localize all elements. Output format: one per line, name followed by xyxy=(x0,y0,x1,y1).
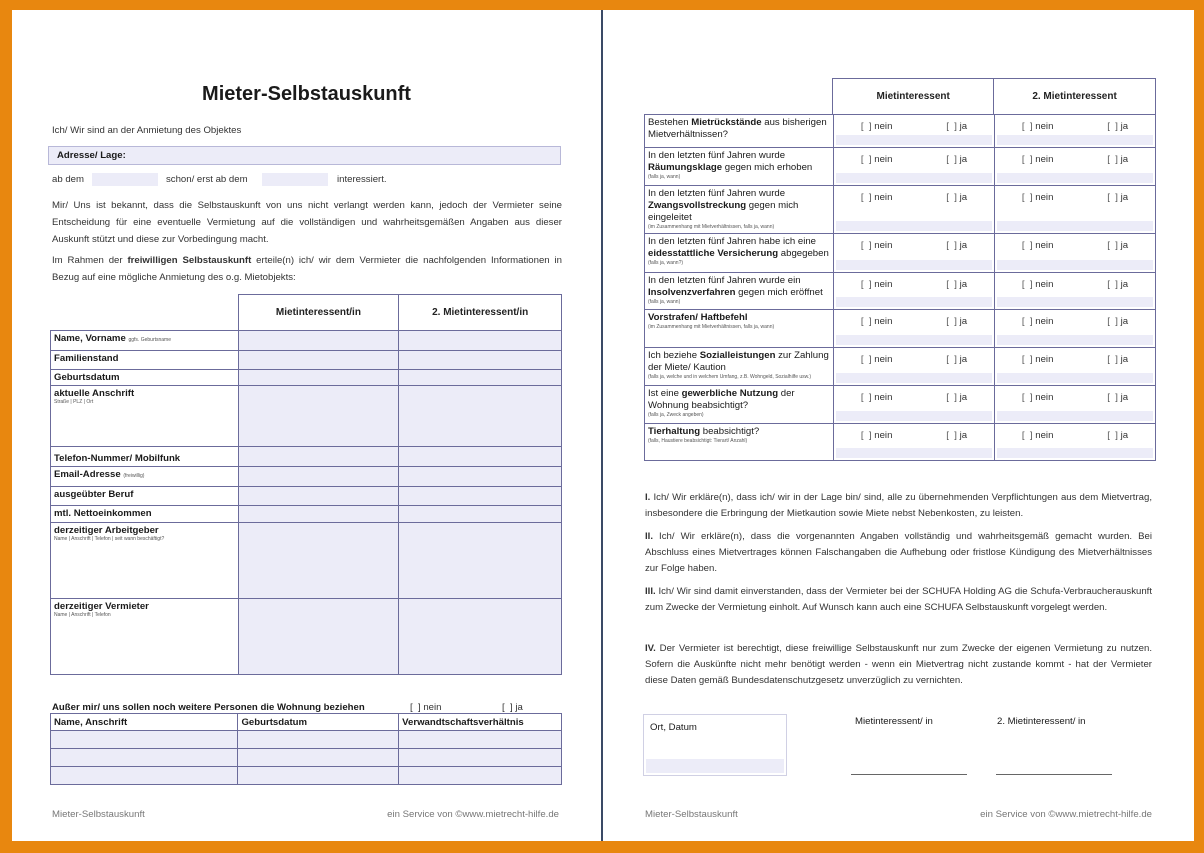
answer-note-field[interactable] xyxy=(997,260,1153,270)
persons-col-name: Name, Anschrift xyxy=(51,714,238,731)
signature-line-2[interactable] xyxy=(996,774,1112,775)
address-field-2[interactable] xyxy=(399,386,562,447)
answer-cell-1 xyxy=(834,186,995,233)
answer-note-field[interactable] xyxy=(997,297,1153,307)
table-row: Telefon-Nummer/ Mobilfunk xyxy=(51,447,562,467)
address-label: Adresse/ Lage: xyxy=(57,150,126,161)
option-no[interactable]: [ ] nein xyxy=(1021,154,1054,165)
answer-cell-2 xyxy=(995,234,1155,272)
other-persons-no[interactable]: [ ] nein xyxy=(410,702,442,713)
answer-note-field[interactable] xyxy=(836,260,992,270)
table-row: Familienstand xyxy=(51,351,562,370)
table-row xyxy=(51,767,562,785)
answer-cell-1 xyxy=(834,273,995,309)
question-label: Bestehen Mietrückstände aus bisherigen Mietverhältnissen? xyxy=(645,115,834,147)
place-date-box[interactable] xyxy=(643,714,787,776)
table-row: Geburtsdatum xyxy=(51,370,562,386)
question-label: In den letzten fünf Jahren wurde ein Insolvenzverfahren gegen mich eröffnet (falls ja, wann) xyxy=(645,273,834,309)
option-yes[interactable]: [ ] ja xyxy=(946,121,968,132)
option-no[interactable]: [ ] nein xyxy=(1021,430,1054,441)
question-label: Tierhaltung beabsichtigt? (falls, Haustiere beabsichtigt: Tierart/ Anzahl) xyxy=(645,424,834,460)
applicant-table xyxy=(50,294,562,675)
income-field-2[interactable] xyxy=(399,506,562,523)
answer-cell-2 xyxy=(995,348,1155,385)
answer-note-field[interactable] xyxy=(836,411,992,421)
option-yes[interactable]: [ ] ja xyxy=(946,354,968,365)
option-no[interactable]: [ ] nein xyxy=(860,354,893,365)
option-no[interactable]: [ ] nein xyxy=(860,392,893,403)
option-yes[interactable]: [ ] ja xyxy=(1107,430,1129,441)
phone-field-1[interactable] xyxy=(238,447,399,467)
question-row xyxy=(644,186,1156,234)
table-row: derzeitiger Arbeitgeber Name | Anschrift | Telefon | seit wann beschäftigt? xyxy=(51,523,562,599)
option-no[interactable]: [ ] nein xyxy=(1021,279,1054,290)
option-yes[interactable]: [ ] ja xyxy=(1107,279,1129,290)
since-label: schon/ erst ab dem xyxy=(166,174,248,185)
income-field-1[interactable] xyxy=(238,506,399,523)
col-applicant-2: 2. Mietinteressent xyxy=(994,79,1156,115)
answer-note-field[interactable] xyxy=(997,411,1153,421)
option-yes[interactable]: [ ] ja xyxy=(946,392,968,403)
answer-cell-1 xyxy=(834,115,995,147)
option-no[interactable]: [ ] nein xyxy=(860,279,893,290)
col-applicant-1: Mietinteressent/in xyxy=(238,295,399,331)
option-no[interactable]: [ ] nein xyxy=(1021,392,1054,403)
option-no[interactable]: [ ] nein xyxy=(1021,354,1054,365)
form-page-1 xyxy=(12,10,601,841)
question-row xyxy=(644,114,1156,148)
answer-cell-2 xyxy=(995,424,1155,460)
option-no[interactable]: [ ] nein xyxy=(1021,316,1054,327)
email-field-2[interactable] xyxy=(399,467,562,487)
persons-col-relation: Verwandtschaftsverhältnis xyxy=(399,714,562,731)
landlord-field-1[interactable] xyxy=(238,599,399,675)
landlord-field-2[interactable] xyxy=(399,599,562,675)
answer-note-field[interactable] xyxy=(836,335,992,345)
footer-title: Mieter-Selbstauskunft xyxy=(52,809,145,820)
question-row xyxy=(644,424,1156,461)
col-applicant-1: Mietinteressent xyxy=(833,79,994,115)
email-field-1[interactable] xyxy=(238,467,399,487)
other-persons-yes[interactable]: [ ] ja xyxy=(502,702,523,713)
option-yes[interactable]: [ ] ja xyxy=(946,240,968,251)
answer-cell-2 xyxy=(995,115,1155,147)
answer-note-field[interactable] xyxy=(836,448,992,458)
signature-line-1[interactable] xyxy=(851,774,967,775)
address-field[interactable] xyxy=(48,146,561,165)
info-paragraph: Mir/ Uns ist bekannt, dass die Selbstauskunft von uns nicht verlangt werden kann, jedoch der Vermieter seine Entscheidung für eine eventuelle Vermietung auf die vollständigen und wahrheitsgemäßen Angaben aus dieser Auskunft stützt und diese zur Vorbedingung macht. xyxy=(52,200,562,245)
table-row: ausgeübter Beruf xyxy=(51,487,562,506)
answer-note-field[interactable] xyxy=(836,297,992,307)
answer-cell-2 xyxy=(995,310,1155,347)
answer-note-field[interactable] xyxy=(997,173,1153,183)
from-date-field[interactable] xyxy=(92,173,158,186)
option-no[interactable]: [ ] nein xyxy=(860,121,893,132)
persons-col-birthdate: Geburtsdatum xyxy=(238,714,399,731)
answer-cell-1 xyxy=(834,148,995,185)
table-row: Email-Adresse (freiwillig) xyxy=(51,467,562,487)
footer-credit[interactable]: ein Service von ©www.mietrecht-hilfe.de xyxy=(387,809,559,820)
option-yes[interactable]: [ ] ja xyxy=(1107,316,1129,327)
job-field-1[interactable] xyxy=(238,487,399,506)
footer-title: Mieter-Selbstauskunft xyxy=(645,809,738,820)
declaration-1: I. Ich/ Wir erkläre(n), dass ich/ wir in der Lage bin/ sind, alle zu übernehmenden Verpflichtungen aus dem Mietvertrag, insbesondere die Erbringung der Mietkaution sowie Miete nebst Nebenkosten, zu leisten. xyxy=(645,492,1152,519)
questions-table xyxy=(644,78,1156,115)
answer-cell-1 xyxy=(834,386,995,423)
option-no[interactable]: [ ] nein xyxy=(860,316,893,327)
option-yes[interactable]: [ ] ja xyxy=(1107,154,1129,165)
option-yes[interactable]: [ ] ja xyxy=(946,279,968,290)
place-date-label: Ort, Datum xyxy=(650,722,697,733)
answer-note-field[interactable] xyxy=(836,221,992,231)
answer-cell-2 xyxy=(995,273,1155,309)
option-yes[interactable]: [ ] ja xyxy=(1107,121,1129,132)
signature-label-1: Mietinteressent/ in xyxy=(855,716,933,727)
option-yes[interactable]: [ ] ja xyxy=(1107,392,1129,403)
option-yes[interactable]: [ ] ja xyxy=(946,192,968,203)
declaration-2: II. Ich/ Wir erkläre(n), dass die vorgenannten Angaben vollständig und wahrheitsgemäß gemacht wurden. Bei Abschluss eines Mietvertrages können Falschangaben die Aufhebung oder fristlose Kündigung des Mietverhältnisses zur Folge haben. xyxy=(645,531,1152,574)
since-date-field[interactable] xyxy=(262,173,328,186)
answer-cell-1 xyxy=(834,424,995,460)
question-row xyxy=(644,348,1156,386)
question-row xyxy=(644,386,1156,424)
marital-field-1[interactable] xyxy=(238,351,399,370)
answer-cell-2 xyxy=(995,148,1155,185)
voluntary-emphasis: freiwilligen Selbstauskunft xyxy=(127,255,252,266)
declaration-4: IV. Der Vermieter ist berechtigt, diese freiwillige Selbstauskunft nur zum Zwecke der eigenen Vermietung zu nutzen. Sofern die Auskünfte nicht mehr benötigt werden - wenn ein Mietvertrag nicht zustande kommt - hat der Vermieter diese Daten gemäß Bundesdatenschutzgesetz unverzüglich zu vernichten. xyxy=(645,643,1152,686)
question-row xyxy=(644,234,1156,273)
option-yes[interactable]: [ ] ja xyxy=(1107,240,1129,251)
declaration-3: III. Ich/ Wir sind damit einverstanden, dass der Vermieter bei der SCHUFA Holding AG die Schufa-Verbraucherauskunft zum Zwecke der Vermietung einholt. Auf Wunsch kann auch eine SCHUFA Selbstauskunft vorgelegt werden. xyxy=(645,586,1152,613)
option-yes[interactable]: [ ] ja xyxy=(1107,354,1129,365)
form-page-2 xyxy=(603,10,1194,841)
document-title: Mieter-Selbstauskunft xyxy=(202,83,411,105)
answer-note-field[interactable] xyxy=(836,373,992,383)
table-row: Name, Vorname ggfs. Geburtsname xyxy=(51,331,562,351)
question-row xyxy=(644,273,1156,310)
answer-note-field[interactable] xyxy=(997,448,1153,458)
question-row xyxy=(644,310,1156,348)
birthdate-field-1[interactable] xyxy=(238,370,399,386)
option-yes[interactable]: [ ] ja xyxy=(946,316,968,327)
answer-cell-2 xyxy=(995,386,1155,423)
option-yes[interactable]: [ ] ja xyxy=(946,154,968,165)
answer-cell-2 xyxy=(995,186,1155,233)
question-label: In den letzten fünf Jahren wurde Zwangsvollstreckung gegen mich eingeleitet (im Zusammenhang mit Mietverhältnissen, falls ja, wann) xyxy=(645,186,834,233)
from-label: ab dem xyxy=(52,174,84,185)
other-persons-label: Außer mir/ uns sollen noch weitere Personen die Wohnung beziehen xyxy=(52,702,365,713)
answer-note-field[interactable] xyxy=(836,135,992,145)
table-row: derzeitiger Vermieter Name | Anschrift | Telefon xyxy=(51,599,562,675)
option-no[interactable]: [ ] nein xyxy=(860,192,893,203)
table-row: mtl. Nettoeinkommen xyxy=(51,506,562,523)
question-label: In den letzten fünf Jahren wurde Räumungsklage gegen mich erhoben (falls ja, wann) xyxy=(645,148,834,185)
answer-cell-1 xyxy=(834,348,995,385)
job-field-2[interactable] xyxy=(399,487,562,506)
voluntary-paragraph: Im Rahmen der freiwilligen Selbstauskunft erteile(n) ich/ wir dem Vermieter die nachfolgenden Informationen in Bezug auf eine mögliche Anmietung des o.g. Mietobjekts: xyxy=(52,255,562,283)
answer-note-field[interactable] xyxy=(997,335,1153,345)
question-label: Ist eine gewerbliche Nutzung der Wohnung beabsichtigt? (falls ja, Zweck angeben) xyxy=(645,386,834,423)
footer-credit[interactable]: ein Service von ©www.mietrecht-hilfe.de xyxy=(980,809,1152,820)
table-row xyxy=(51,749,562,767)
signature-label-2: 2. Mietinteressent/ in xyxy=(997,716,1086,727)
phone-field-2[interactable] xyxy=(399,447,562,467)
question-label: Vorstrafen/ Haftbefehl (im Zusammenhang mit Mietverhältnissen, falls ja, wann) xyxy=(645,310,834,347)
employer-field-2[interactable] xyxy=(399,523,562,599)
birthdate-field-2[interactable] xyxy=(399,370,562,386)
col-applicant-2: 2. Mietinteressent/in xyxy=(399,295,562,331)
marital-field-2[interactable] xyxy=(399,351,562,370)
employer-field-1[interactable] xyxy=(238,523,399,599)
answer-cell-1 xyxy=(834,234,995,272)
question-label: In den letzten fünf Jahren habe ich eine eidesstattliche Versicherung abgegeben (falls ja, wann?) xyxy=(645,234,834,272)
persons-table xyxy=(50,713,562,785)
table-row: aktuelle Anschrift Straße | PLZ | Ort xyxy=(51,386,562,447)
name-field-2[interactable] xyxy=(399,331,562,351)
answer-note-field[interactable] xyxy=(997,221,1153,231)
interested-text: interessiert. xyxy=(337,174,387,185)
answer-cell-1 xyxy=(834,310,995,347)
option-no[interactable]: [ ] nein xyxy=(860,430,893,441)
answer-note-field[interactable] xyxy=(997,373,1153,383)
option-yes[interactable]: [ ] ja xyxy=(1107,192,1129,203)
question-row xyxy=(644,148,1156,186)
question-label: Ich beziehe Sozialleistungen zur Zahlung der Miete/ Kaution (falls ja, welche und in welchem Umfang, z.B. Wohngeld, Sozialhilfe usw.) xyxy=(645,348,834,385)
option-no[interactable]: [ ] nein xyxy=(860,154,893,165)
answer-note-field[interactable] xyxy=(836,173,992,183)
address-field-1[interactable] xyxy=(238,386,399,447)
table-row xyxy=(51,731,562,749)
option-yes[interactable]: [ ] ja xyxy=(946,430,968,441)
answer-note-field[interactable] xyxy=(997,135,1153,145)
intro-text: Ich/ Wir sind an der Anmietung des Objektes xyxy=(52,125,242,136)
option-no[interactable]: [ ] nein xyxy=(1021,121,1054,132)
option-no[interactable]: [ ] nein xyxy=(1021,240,1054,251)
option-no[interactable]: [ ] nein xyxy=(860,240,893,251)
name-field-1[interactable] xyxy=(238,331,399,351)
place-date-field[interactable] xyxy=(646,759,784,773)
option-no[interactable]: [ ] nein xyxy=(1021,192,1054,203)
